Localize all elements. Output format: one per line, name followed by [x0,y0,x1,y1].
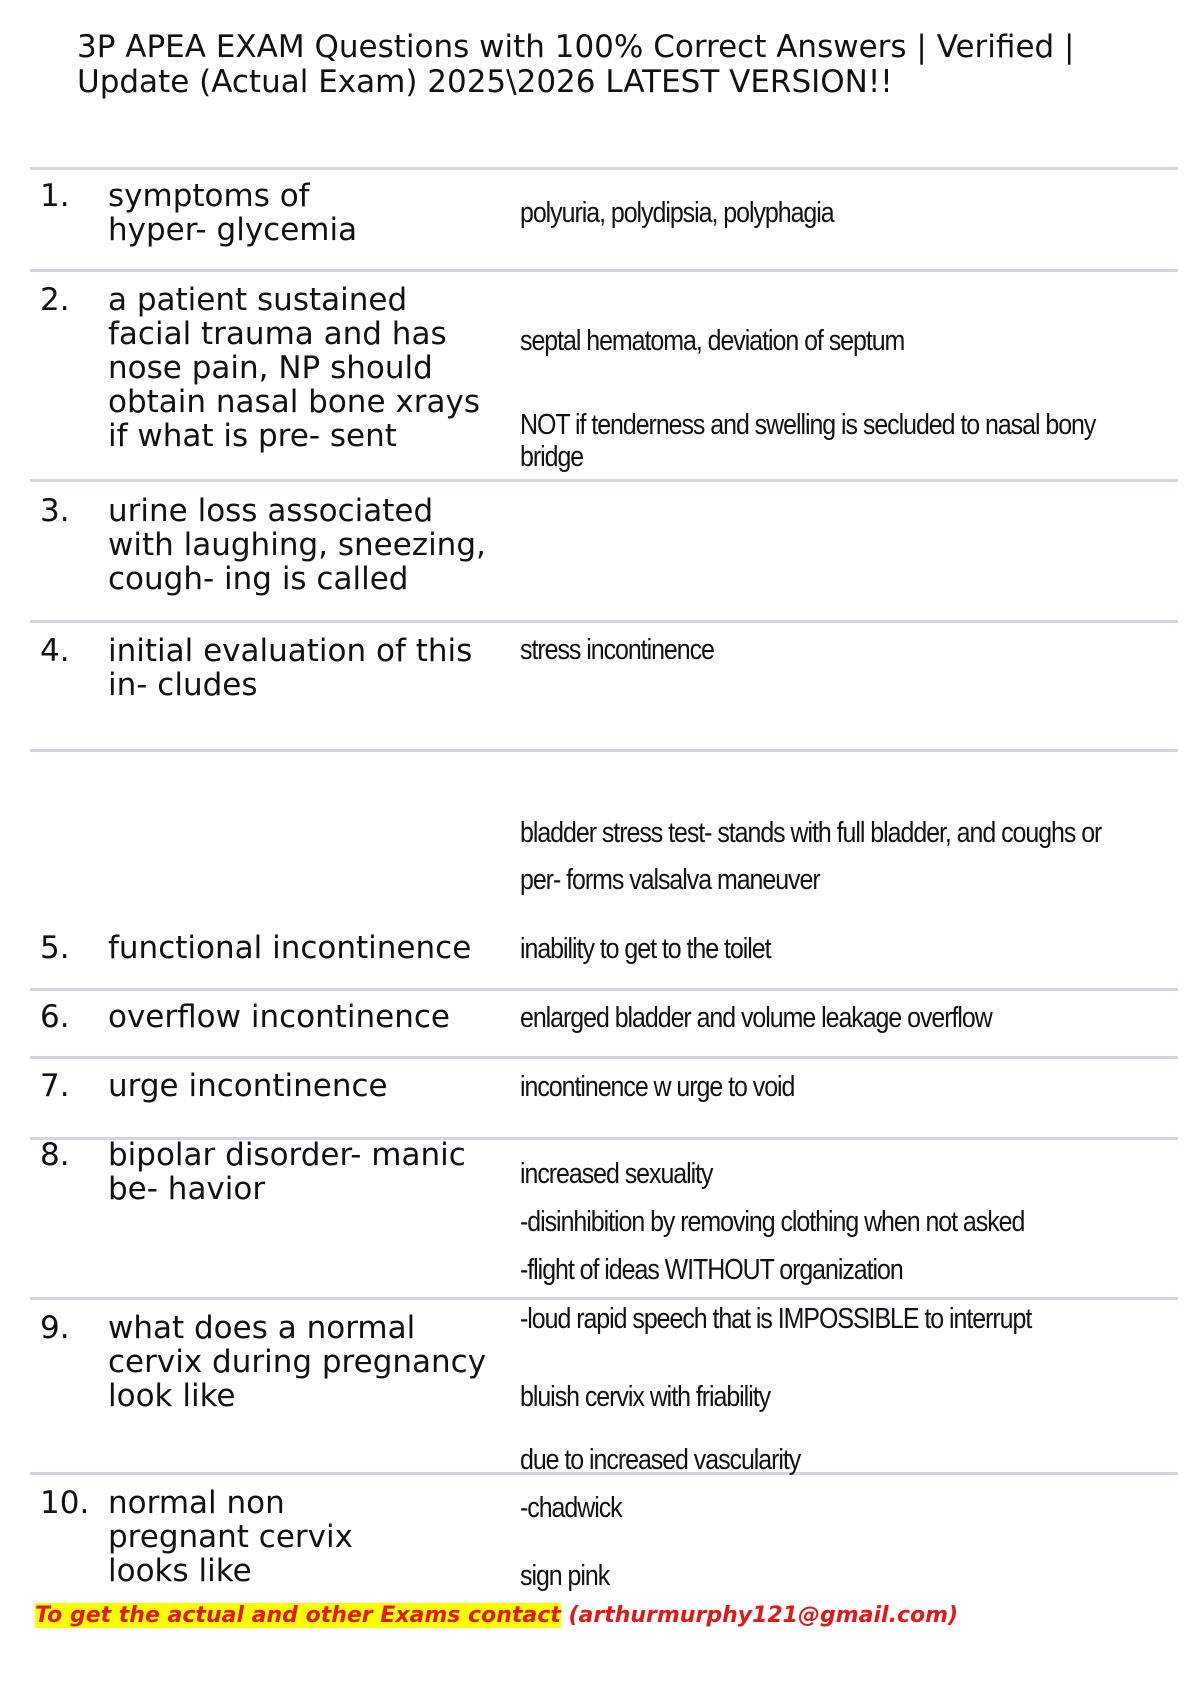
answer-text: bluish cervix with friability [520,1381,771,1413]
answer-text: -chadwick [520,1492,622,1524]
footer-contact [35,1602,958,1630]
question-text: overflow incontinence [108,999,450,1035]
answer-text: due to increased vascularity [520,1444,801,1476]
answer-text: enlarged bladder and volume leakage overflow [520,1002,992,1034]
answer-text: incontinence w urge to void [520,1071,795,1103]
row-divider [30,988,1178,991]
row-divider [30,167,1178,170]
question-text: urine loss associated with laughing, sneezing, cough- ing is called [108,493,486,597]
question-number: 4. [40,633,70,669]
row-divider [30,749,1178,752]
row-divider [30,1297,1178,1300]
answer-text: -loud rapid speech that is IMPOSSIBLE to interrupt [520,1303,1032,1335]
question-number: 10. [40,1485,90,1521]
title-line-2: Update (Actual Exam) 2025\2026 LATEST VERSION!! [77,64,893,100]
question-text: functional incontinence [108,930,472,966]
title-line-1: 3P APEA EXAM Questions with 100% Correct Answers | Verified | [77,29,1075,65]
answer-text: NOT if tenderness and swelling is secluded to nasal bony bridge [520,409,1096,473]
question-text: what does a normal cervix during pregnancy look like [108,1310,487,1414]
answer-text: septal hematoma, deviation of septum [520,325,905,357]
answer-text: bladder stress test- stands with full bladder, and coughs or per- forms valsalva maneuver [520,817,1102,896]
question-number: 6. [40,999,70,1035]
row-divider [30,479,1178,482]
question-number: 8. [40,1137,70,1173]
question-text: initial evaluation of this in- cludes [108,633,473,703]
footer-highlight-text: To get the actual and other Exams contact [35,1603,561,1628]
question-number: 1. [40,178,70,214]
document-title [77,30,1137,100]
question-number: 3. [40,493,70,529]
answer-text: sign pink [520,1560,610,1592]
answer-text: -flight of ideas WITHOUT organization [520,1254,903,1286]
answer-text: stress incontinence [520,634,714,666]
answer-text: polyuria, polydipsia, polyphagia [520,197,834,229]
question-number: 9. [40,1310,70,1346]
footer-email-link[interactable]: (arthurmurphy121@gmail.com) [560,1603,959,1628]
question-text: a patient sustained facial trauma and has nose pain, NP should obtain nasal bone xrays if what is pre- sent [108,282,480,454]
question-number: 7. [40,1068,70,1104]
row-divider [30,269,1178,272]
question-text: bipolar disorder- manic be- havior [108,1137,466,1207]
question-number: 5. [40,930,70,966]
question-text: urge incontinence [108,1068,388,1104]
answer-text: increased sexuality [520,1158,713,1190]
answer-text: inability to get to the toilet [520,933,771,965]
question-number: 2. [40,282,70,318]
answer-text: -disinhibition by removing clothing when not asked [520,1206,1025,1238]
row-divider [30,620,1178,623]
question-text: normal non pregnant cervix looks like [108,1485,353,1589]
question-text: symptoms of hyper- glycemia [108,178,358,248]
row-divider [30,1056,1178,1059]
